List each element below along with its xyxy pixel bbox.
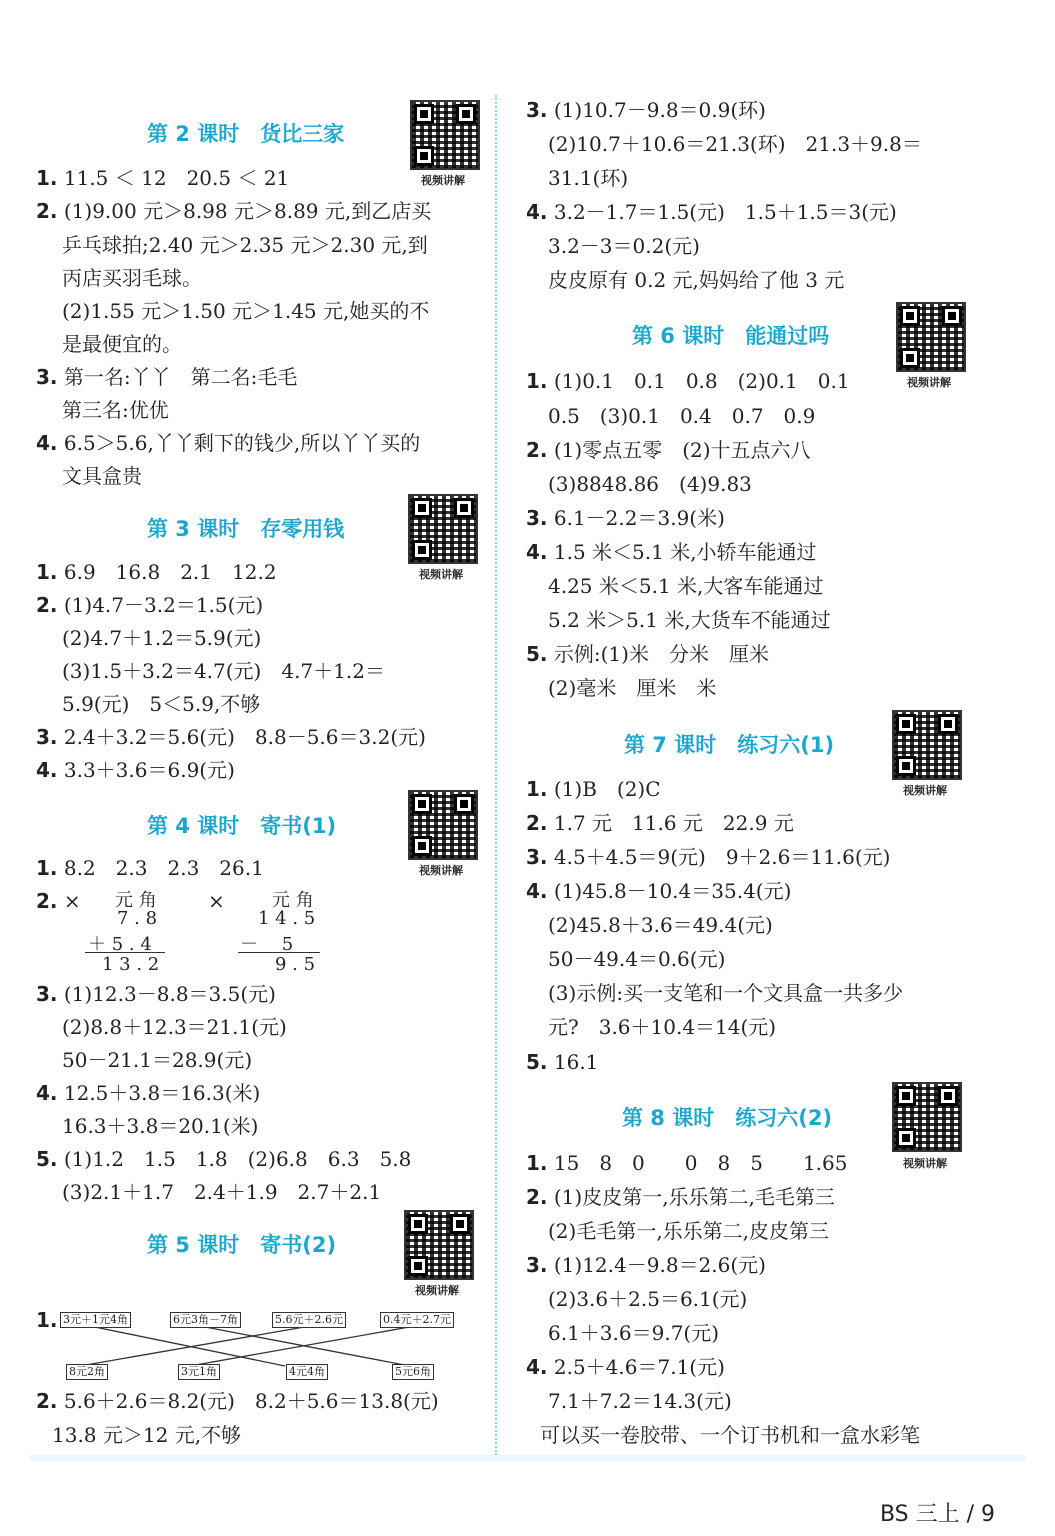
item-number: 3. <box>526 506 548 530</box>
qr-caption: 视频讲解 <box>419 568 463 581</box>
qr-code[interactable] <box>892 710 962 780</box>
match-card-bottom: 8元2角 <box>66 1364 108 1380</box>
answer-line: 2.5＋4.6＝7.1(元) <box>553 1355 725 1379</box>
match-card-top: 6元3角－7角 <box>170 1312 241 1328</box>
item-number: 1. <box>36 166 58 190</box>
qr-code[interactable] <box>404 1210 474 1280</box>
answer-line: 16.1 <box>553 1050 599 1074</box>
answer-line: 3.2－3＝0.2(元) <box>548 234 700 258</box>
sum-line <box>85 952 165 953</box>
answer-line: 7.1＋7.2＝14.3(元) <box>548 1389 732 1413</box>
answer-line: (2)4.7＋1.2＝5.9(元) <box>62 626 262 650</box>
item-number: 5. <box>526 1050 548 1074</box>
answer-line: (3)1.5＋3.2＝4.7(元) 4.7＋1.2＝ <box>62 659 385 683</box>
answer-line: (3)8848.86 (4)9.83 <box>548 472 752 496</box>
match-card-top: 0.4元＋2.7元 <box>380 1312 454 1328</box>
answer-line: 15 8 0 0 8 5 1.65 <box>553 1151 848 1175</box>
answer-line: 12.5＋3.8＝16.3(米) <box>63 1081 261 1105</box>
answer-line: 丙店买羽毛球。 <box>62 266 202 290</box>
answer-line: (1)12.4－9.8＝2.6(元) <box>553 1253 766 1277</box>
answer-line: 6.1－2.2＝3.9(米) <box>553 506 725 530</box>
answer-line: 示例:(1)米 分米 厘米 <box>553 642 769 666</box>
answer-line: 可以买一卷胶带、一个订书机和一盒水彩笔 <box>540 1423 920 1447</box>
answer-line: 第三名:优优 <box>62 398 169 422</box>
section-title: 第 3 课时 存零用钱 <box>147 517 345 541</box>
answer-line: (1)9.00 元＞8.98 元＞8.89 元,到乙店买 <box>63 199 432 223</box>
answer-line: (3)2.1＋1.7 2.4＋1.9 2.7＋2.1 <box>62 1180 382 1204</box>
item-number: 4. <box>526 879 548 903</box>
column-divider <box>495 95 497 1455</box>
vertical-row: ＋ 5 . 4 <box>88 934 152 955</box>
qr-code[interactable] <box>408 790 478 860</box>
item-number: 2. <box>526 1185 548 1209</box>
qr-caption: 视频讲解 <box>903 1157 947 1170</box>
vertical-row: － 5 <box>240 934 294 955</box>
answer-line: (1)0.1 0.1 0.8 (2)0.1 0.1 <box>553 369 850 393</box>
answer-line: 1.5 米＜5.1 米,小轿车能通过 <box>553 540 817 564</box>
answer-line: 3.3＋3.6＝6.9(元) <box>63 758 235 782</box>
answer-line: (1)零点五零 (2)十五点六八 <box>553 438 811 462</box>
page-footer: BS 三上 / 9 <box>879 1502 995 1527</box>
qr-caption: 视频讲解 <box>415 1284 459 1297</box>
answer-line: (2)1.55 元＞1.50 元＞1.45 元,她买的不 <box>62 299 430 323</box>
footer-band <box>30 1455 1025 1461</box>
answer-line: (1)皮皮第一,乐乐第二,毛毛第三 <box>553 1185 835 1209</box>
answer-line: (2)45.8＋3.6＝49.4(元) <box>548 913 773 937</box>
answer-line: 文具盒贵 <box>62 464 142 488</box>
answer-line: 5.2 米＞5.1 米,大货车不能通过 <box>548 608 831 632</box>
answer-line: 13.8 元＞12 元,不够 <box>52 1423 242 1447</box>
qr-code[interactable] <box>410 100 480 170</box>
item-number: 4. <box>526 200 548 224</box>
item-number: 1. <box>526 777 548 801</box>
answer-line: 5.6＋2.6＝8.2(元) 8.2＋5.6＝13.8(元) <box>63 1389 439 1413</box>
item-number: 2. <box>526 811 548 835</box>
answer-line: 6.1＋3.6＝9.7(元) <box>548 1321 720 1345</box>
section-title: 第 5 课时 寄书(2) <box>147 1233 337 1257</box>
answer-line: 4.5＋4.5＝9(元) 9＋2.6＝11.6(元) <box>553 845 891 869</box>
vertical-row: 7 . 8 <box>117 908 158 929</box>
answer-line: (2)3.6＋2.5＝6.1(元) <box>548 1287 748 1311</box>
item-number: 1. <box>36 1308 58 1332</box>
match-card-bottom: 5元6角 <box>392 1364 434 1380</box>
qr-caption: 视频讲解 <box>907 376 951 389</box>
item-number: 1. <box>526 1151 548 1175</box>
answer-line: (2)10.7＋10.6＝21.3(环) 21.3＋9.8＝ <box>548 132 922 156</box>
section-title: 第 4 课时 寄书(1) <box>147 814 337 838</box>
qr-caption: 视频讲解 <box>419 864 463 877</box>
section-title: 第 8 课时 练习六(2) <box>622 1106 833 1130</box>
answer-line: 8.2 2.3 2.3 26.1 <box>63 856 264 880</box>
answer-line: 是最便宜的。 <box>62 332 182 356</box>
diff-line <box>238 952 320 953</box>
item-number: 2. <box>36 889 58 913</box>
answer-line: (1)10.7－9.8＝0.9(环) <box>553 98 766 122</box>
section-title: 第 2 课时 货比三家 <box>147 122 345 146</box>
answer-line: 元? 3.6＋10.4＝14(元) <box>548 1015 777 1039</box>
answer-line: 0.5 (3)0.1 0.4 0.7 0.9 <box>548 404 816 428</box>
item-number: 3. <box>36 365 58 389</box>
item-number: 3. <box>526 98 548 122</box>
answer-line: (1)B (2)C <box>553 777 661 801</box>
vertical-row: 1 4 . 5 <box>258 908 316 929</box>
qr-code[interactable] <box>408 494 478 564</box>
answer-line: (2)8.8＋12.3＝21.1(元) <box>62 1015 287 1039</box>
answer-line: (3)示例:买一支笔和一个文具盒一共多少 <box>548 981 904 1005</box>
vertical-header: 元 角 <box>272 890 314 911</box>
qr-code[interactable] <box>896 302 966 372</box>
answer-line: 乒乓球拍;2.40 元＞2.35 元＞2.30 元,到 <box>62 233 428 257</box>
item-number: 4. <box>526 1355 548 1379</box>
item-number: 1. <box>36 856 58 880</box>
answer-line: 5.9(元) 5＜5.9,不够 <box>62 692 261 716</box>
answer-line: 6.9 16.8 2.1 12.2 <box>63 560 277 584</box>
match-card-bottom: 4元4角 <box>286 1364 328 1380</box>
answer-line: 2.4＋3.2＝5.6(元) 8.8－5.6＝3.2(元) <box>63 725 426 749</box>
item-number: 2. <box>526 438 548 462</box>
item-number: 3. <box>526 845 548 869</box>
item-number: 2. <box>36 199 58 223</box>
match-card-top: 3元＋1元4角 <box>60 1312 131 1328</box>
vertical-result: 9 . 5 <box>275 954 316 975</box>
answer-line: 1.7 元 11.6 元 22.9 元 <box>553 811 794 835</box>
qr-caption: 视频讲解 <box>903 784 947 797</box>
answer-line: 16.3＋3.8＝20.1(米) <box>62 1114 259 1138</box>
qr-code[interactable] <box>892 1082 962 1152</box>
item-number: 2. <box>36 593 58 617</box>
match-card-bottom: 3元1角 <box>178 1364 220 1380</box>
answer-line: 皮皮原有 0.2 元,妈妈给了他 3 元 <box>548 268 845 292</box>
answer-line: 50－21.1＝28.9(元) <box>62 1048 253 1072</box>
item-number: 4. <box>36 431 58 455</box>
item-number: 3. <box>36 725 58 749</box>
vertical-header: 元 角 <box>115 890 157 911</box>
item-number: 1. <box>526 369 548 393</box>
answer-line: 第一名:丫丫 第二名:毛毛 <box>63 365 298 389</box>
item-number: 1. <box>36 560 58 584</box>
item-number: 3. <box>526 1253 548 1277</box>
item-number: 5. <box>36 1147 58 1171</box>
section-title: 第 6 课时 能通过吗 <box>632 324 830 348</box>
answer-line: 3.2－1.7＝1.5(元) 1.5＋1.5＝3(元) <box>553 200 897 224</box>
cross-mark: × <box>208 889 225 913</box>
answer-line: 6.5＞5.6,丫丫剩下的钱少,所以丫丫买的 <box>63 431 421 455</box>
answer-line: (1)1.2 1.5 1.8 (2)6.8 6.3 5.8 <box>63 1147 412 1171</box>
item-number: 4. <box>36 758 58 782</box>
item-number: 3. <box>36 982 58 1006</box>
answer-line: 50－49.4＝0.6(元) <box>548 947 726 971</box>
section-title: 第 7 课时 练习六(1) <box>624 733 835 757</box>
item-number: 4. <box>526 540 548 564</box>
item-number: 4. <box>36 1081 58 1105</box>
answer-line: (1)45.8－10.4＝35.4(元) <box>553 879 792 903</box>
answer-line: (1)4.7－3.2＝1.5(元) <box>63 593 264 617</box>
item-number: 2. <box>36 1389 58 1413</box>
answer-line: (2)毫米 厘米 米 <box>548 676 717 700</box>
answer-line: (2)毛毛第一,乐乐第二,皮皮第三 <box>548 1219 830 1243</box>
cross-mark: × <box>63 889 81 913</box>
answer-line: (1)12.3－8.8＝3.5(元) <box>63 982 276 1006</box>
qr-caption: 视频讲解 <box>421 174 465 187</box>
answer-line: 11.5 ＜ 12 20.5 ＜ 21 <box>63 166 290 190</box>
match-card-top: 5.6元＋2.6元 <box>272 1312 346 1328</box>
answer-line: 4.25 米＜5.1 米,大客车能通过 <box>548 574 824 598</box>
answer-line: 31.1(环) <box>548 166 629 190</box>
item-number: 5. <box>526 642 548 666</box>
vertical-result: 1 3 . 2 <box>102 954 160 975</box>
